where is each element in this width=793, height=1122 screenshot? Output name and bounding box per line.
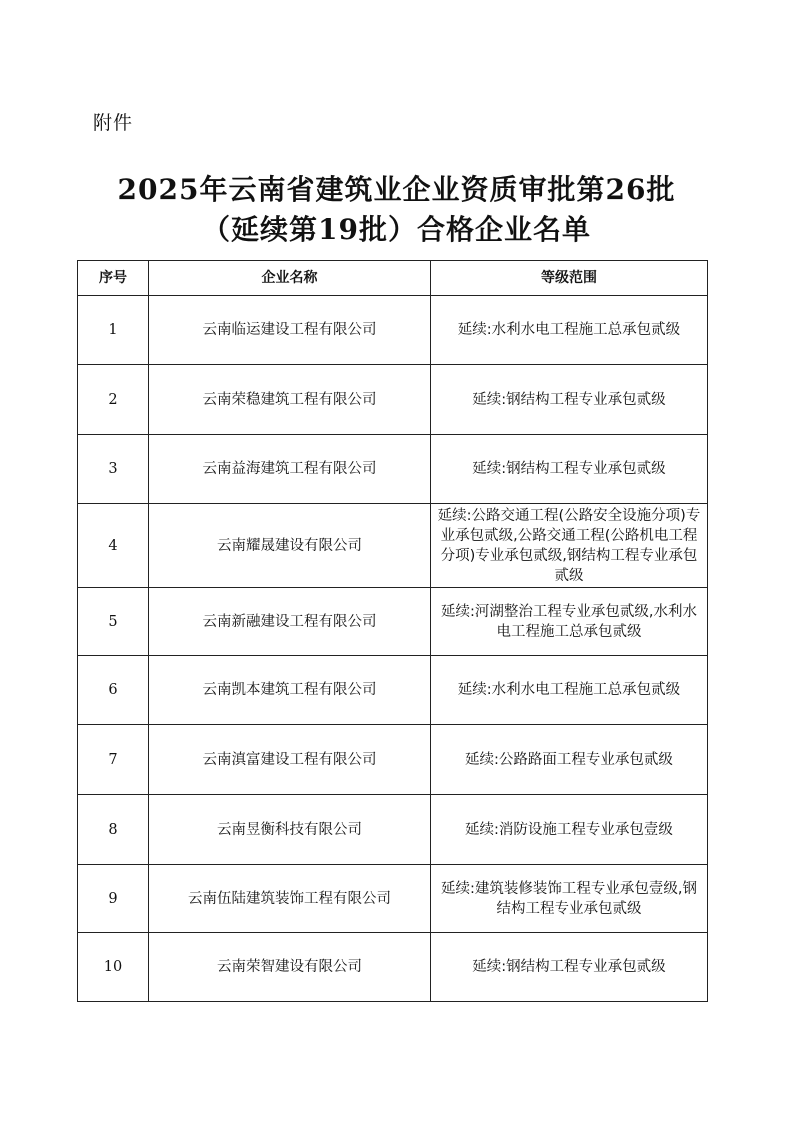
cell-scope: 延续:河湖整治工程专业承包贰级,水利水电工程施工总承包贰级 — [431, 588, 708, 656]
cell-no: 4 — [78, 504, 149, 588]
cell-company: 云南昱衡科技有限公司 — [149, 795, 431, 865]
cell-company: 云南耀晟建设有限公司 — [149, 504, 431, 588]
cell-scope: 延续:水利水电工程施工总承包贰级 — [431, 656, 708, 725]
cell-company: 云南滇富建设工程有限公司 — [149, 725, 431, 795]
cell-no: 6 — [78, 656, 149, 725]
cell-no: 1 — [78, 296, 149, 365]
table-row — [78, 296, 708, 365]
cell-company: 云南临运建设工程有限公司 — [149, 296, 431, 365]
document-title-line-1: 2025年云南省建筑业企业资质审批第26批 — [117, 173, 676, 206]
table-row — [78, 933, 708, 1002]
table-row — [78, 865, 708, 933]
cell-company: 云南益海建筑工程有限公司 — [149, 435, 431, 504]
cell-scope: 延续:消防设施工程专业承包壹级 — [431, 795, 708, 865]
cell-scope: 延续:钢结构工程专业承包贰级 — [431, 365, 708, 435]
cell-scope: 延续:公路路面工程专业承包贰级 — [431, 725, 708, 795]
table-row — [78, 656, 708, 725]
table-row — [78, 504, 708, 588]
cell-company: 云南荣智建设有限公司 — [149, 933, 431, 1002]
cell-no: 10 — [78, 933, 149, 1002]
column-header-scope: 等级范围 — [431, 261, 708, 296]
document-title-line-2: （延续第19批）合格企业名单 — [202, 213, 591, 246]
cell-company: 云南荣稳建筑工程有限公司 — [149, 365, 431, 435]
cell-no: 9 — [78, 865, 149, 933]
cell-scope: 延续:钢结构工程专业承包贰级 — [431, 933, 708, 1002]
cell-company: 云南凯本建筑工程有限公司 — [149, 656, 431, 725]
attachment-label: 附件 — [93, 112, 134, 134]
cell-scope: 延续:钢结构工程专业承包贰级 — [431, 435, 708, 504]
column-header-company: 企业名称 — [149, 261, 431, 296]
table-row — [78, 435, 708, 504]
table-header-row — [78, 261, 708, 296]
cell-scope: 延续:建筑装修装饰工程专业承包壹级,钢结构工程专业承包贰级 — [431, 865, 708, 933]
qualified-companies-table — [77, 260, 708, 1002]
table-row — [78, 365, 708, 435]
cell-company: 云南新融建设工程有限公司 — [149, 588, 431, 656]
column-header-no: 序号 — [78, 261, 149, 296]
cell-no: 8 — [78, 795, 149, 865]
cell-no: 5 — [78, 588, 149, 656]
cell-company: 云南伍陆建筑装饰工程有限公司 — [149, 865, 431, 933]
table-row — [78, 725, 708, 795]
table-row — [78, 795, 708, 865]
cell-scope: 延续:水利水电工程施工总承包贰级 — [431, 296, 708, 365]
cell-no: 2 — [78, 365, 149, 435]
cell-no: 3 — [78, 435, 149, 504]
cell-no: 7 — [78, 725, 149, 795]
table-row — [78, 588, 708, 656]
cell-scope: 延续:公路交通工程(公路安全设施分项)专业承包贰级,公路交通工程(公路机电工程分项)专业承包贰级,钢结构工程专业承包贰级 — [431, 504, 708, 588]
